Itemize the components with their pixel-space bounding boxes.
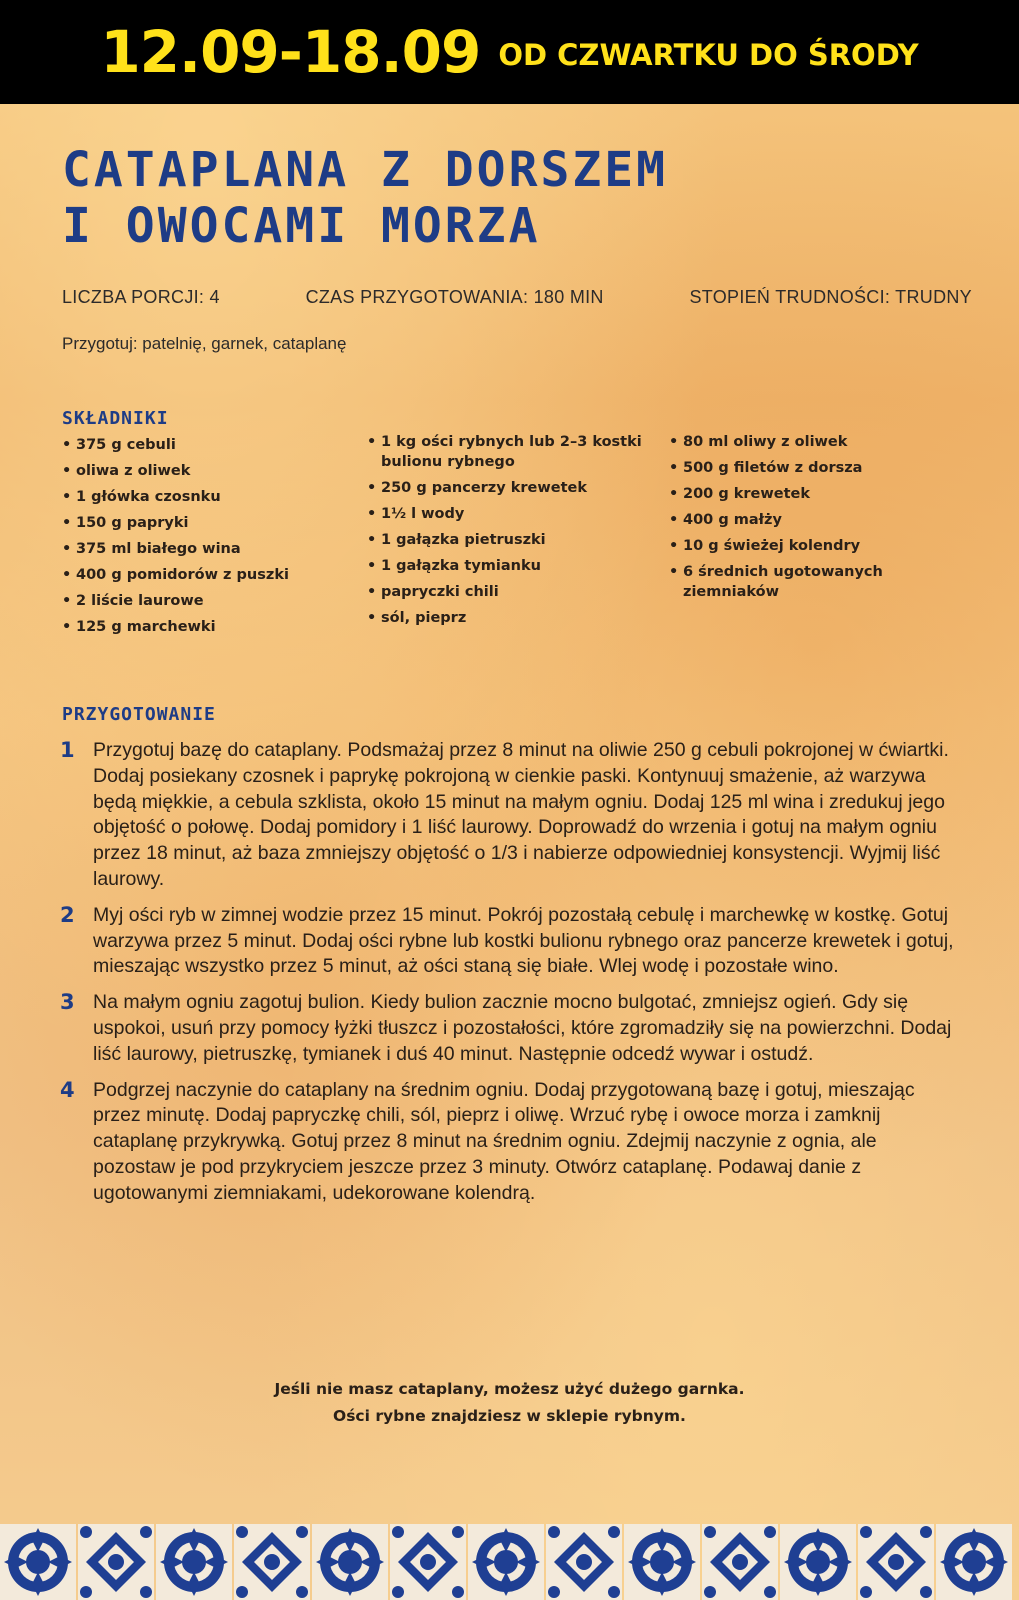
difficulty: STOPIEŃ TRUDNOŚCI: TRUDNY [689,287,972,307]
list-item: • papryczki chili [367,582,647,602]
list-item: • 6 średnich ugotowanych ziemniaków [669,562,969,602]
date-days: OD CZWARTKU DO ŚRODY [498,38,919,72]
preparation-steps [60,738,960,1217]
step-text: Przygotuj bazę do cataplany. Podsmażaj przez 8 minut na oliwie 250 g cebuli pokrojonej w ćwiartki. Dodaj posiekany czosnek i paprykę pokrojoną w cienkie paski. Kontynuuj smażenie, aż warzywa będą miękkie, a cebula szklista, około 15 minut na małym ogniu. Dodaj 125 ml wina i zredukuj jego objętość o połowę. Dodaj pomidory i 1 liść laurowy. Doprowadź do wrzenia i gotuj na małym ogniu przez 18 minut, aż baza zmniejszy objętość o 1/3 i nabierze odpowiedniej konsystencji. Wyjmij liść laurowy. [93,739,949,890]
list-item: • 1 główka czosnku [62,487,342,507]
list-item: • oliwa z oliwek [62,461,342,481]
list-item: • 1 gałązka pietruszki [367,530,647,550]
list-item: • 375 g cebuli [62,435,342,455]
step-3 [60,990,960,1067]
list-item: • 80 ml oliwy z oliwek [669,432,969,452]
step-text: Myj ości ryb w zimnej wodzie przez 15 minut. Pokrój pozostałą cebulę i marchewkę w kostkę. Gotuj warzywa przez 5 minut. Dodaj ości rybne lub kostki bulionu rybnego oraz pancerze krewetek i gotuj, mieszając wszystko przez 5 minut, aż ości staną się białe. Wlej wodę i pozostałe wino. [93,903,954,978]
step-number: 4 [60,1077,75,1102]
tile-ornament [78,1524,154,1600]
recipe-meta [62,287,972,308]
step-1 [60,738,960,893]
list-item: • 10 g świeżej kolendry [669,536,969,556]
ingredients-heading: SKŁADNIKI [62,408,169,429]
tile-ornament [624,1524,700,1600]
date-range: 12.09-18.09 [100,18,481,86]
list-item: • 1½ l wody [367,504,647,524]
decorative-tiles-border [0,1510,1019,1600]
ingredients-column-1 [62,435,342,643]
required-tools: Przygotuj: patelnię, garnek, cataplanę [62,334,347,353]
list-item: • 125 g marchewki [62,617,342,637]
step-2 [60,903,960,980]
date-banner [0,0,1019,104]
tile-ornament [936,1524,1012,1600]
step-number: 1 [60,738,75,762]
recipe-title [62,142,962,254]
tip-line-2: Ości rybne znajdziesz w sklepie rybnym. [333,1407,686,1425]
list-item: • 375 ml białego wina [62,539,342,559]
recipe-title-line-1: CATAPLANA Z DORSZEM [62,142,669,198]
list-item: • 400 g pomidorów z puszki [62,565,342,585]
tile-ornament [312,1524,388,1600]
list-item: • 1 kg ości rybnych lub 2–3 kostki bulionu rybnego [367,432,647,472]
tile-ornament [546,1524,622,1600]
ingredients-column-2 [367,432,647,634]
step-text: Podgrzej naczynie do cataplany na średnim ogniu. Dodaj przygotowaną bazę i gotuj, mieszając przez minutę. Dodaj papryczkę chili, sól, pieprz i oliwę. Wrzuć rybę i owoce morza i zamknij cataplanę przykrywką. Gotuj przez 8 minut na średnim ogniu. Zdejmij naczynie z ognia, ale pozostaw je pod przykryciem jeszcze przez 3 minuty. Otwórz cataplanę. Podawaj danie z ugotowanymi ziemniakami, udekorowane kolendrą. [93,1078,915,1204]
list-item: • 250 g pancerzy krewetek [367,478,647,498]
tile-ornament [702,1524,778,1600]
step-number: 3 [60,990,75,1015]
tile-ornament [468,1524,544,1600]
preparation-heading: PRZYGOTOWANIE [62,704,216,725]
list-item: • 1 gałązka tymianku [367,556,647,576]
list-item: • 400 g małży [669,510,969,530]
step-text: Na małym ogniu zagotuj bulion. Kiedy bulion zacznie mocno bulgotać, zmniejsz ogień. Gdy się uspokoi, usuń przy pomocy łyżki tłuszcz i pozostałości, które zgromadziły się na powierzchni. Dodaj liść laurowy, pietruszkę, tymianek i duś 40 minut. Następnie odcedź wywar i ostudź. [93,991,952,1065]
step-4 [60,1078,960,1207]
list-item: • 500 g filetów z dorsza [669,458,969,478]
list-item: • 200 g krewetek [669,484,969,504]
list-item: • sól, pieprz [367,608,647,628]
recipe-title-line-2: I OWOCAMI MORZA [62,198,541,254]
tile-ornament [156,1524,232,1600]
step-number: 2 [60,902,75,927]
tile-ornament [390,1524,466,1600]
tile-ornament [234,1524,310,1600]
tip-note [0,1376,1019,1430]
tip-line-1: Jeśli nie masz cataplany, możesz użyć dużego garnka. [274,1380,745,1398]
tile-ornament [0,1524,76,1600]
list-item: • 2 liście laurowe [62,591,342,611]
tile-ornament [858,1524,934,1600]
tile-ornament [780,1524,856,1600]
servings: LICZBA PORCJI: 4 [62,287,220,307]
list-item: • 150 g papryki [62,513,342,533]
prep-time: CZAS PRZYGOTOWANIA: 180 MIN [305,287,604,307]
ingredients-column-3 [669,432,969,608]
